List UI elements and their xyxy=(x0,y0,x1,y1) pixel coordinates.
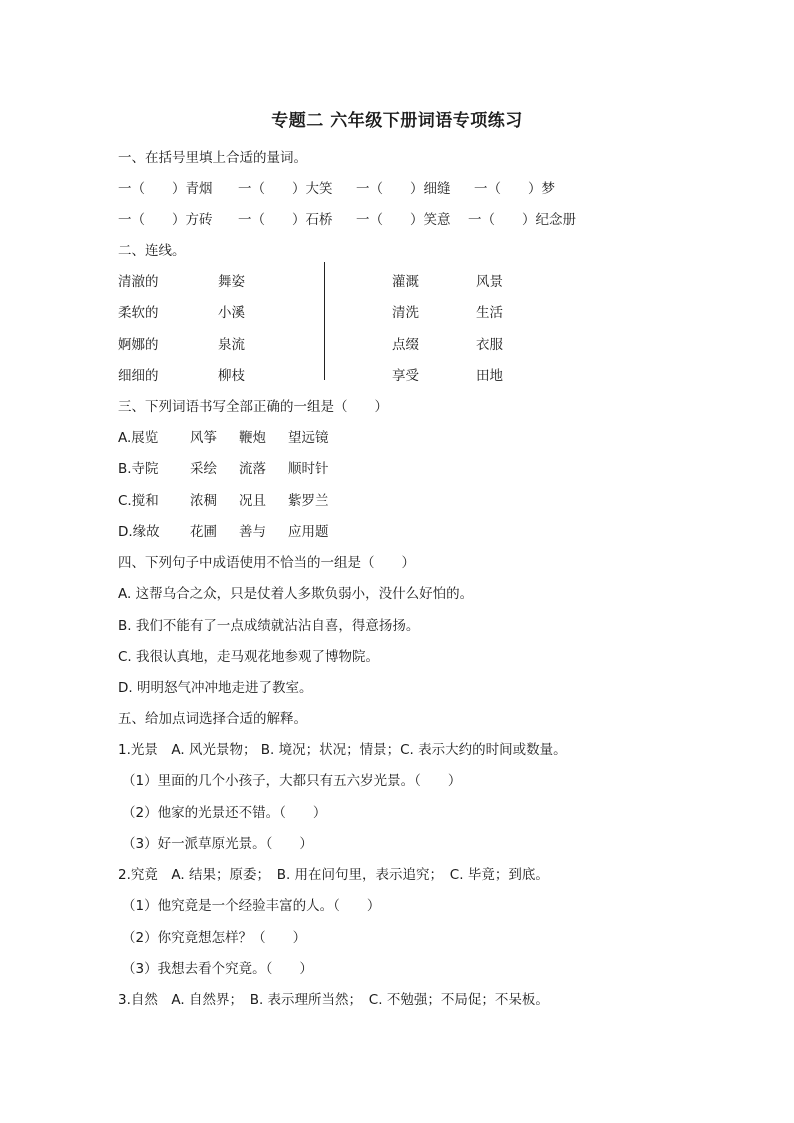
sentence-option: C. 我很认真地，走马观花地参观了博物院。 xyxy=(118,649,380,665)
blank-item: 一（ ）笑意 xyxy=(356,212,451,228)
blank-item: 一（ ）石桥 xyxy=(238,212,333,228)
blank-item: 一（ ）细缝 xyxy=(356,181,451,197)
question-item: （2）他家的光景还不错。（ ） xyxy=(122,805,327,821)
sentence-option: D. 明明怒气冲冲地走进了教室。 xyxy=(118,680,313,696)
page-title: 专题二 六年级下册词语专项练习 xyxy=(271,111,523,131)
option-label: C.搅和 xyxy=(118,493,159,509)
blank-item: 一（ ）梦 xyxy=(474,181,555,197)
option-word: 紫罗兰 xyxy=(288,493,329,509)
option-label: B.寺院 xyxy=(118,461,159,477)
question-item: （1）他究竟是一个经验丰富的人。（ ） xyxy=(122,898,381,914)
match-word: 小溪 xyxy=(218,305,245,321)
blank-item: 一（ ）纪念册 xyxy=(468,212,576,228)
divider-line xyxy=(324,262,325,380)
section3-heading: 三、下列词语书写全部正确的一组是（ ） xyxy=(118,399,388,415)
match-word: 婀娜的 xyxy=(118,337,159,353)
match-word: 风景 xyxy=(476,274,503,290)
option-word: 鞭炮 xyxy=(239,430,266,446)
blank-item: 一（ ）大笑 xyxy=(238,181,333,197)
match-word: 田地 xyxy=(476,368,503,384)
option-word: 采绘 xyxy=(190,461,217,477)
match-word: 点缀 xyxy=(392,337,419,353)
option-word: 善与 xyxy=(239,524,266,540)
section2-heading: 二、连线。 xyxy=(118,243,186,259)
match-word: 清澈的 xyxy=(118,274,159,290)
question-item: （3）我想去看个究竟。（ ） xyxy=(122,961,313,977)
match-word: 舞姿 xyxy=(218,274,245,290)
match-word: 柳枝 xyxy=(218,368,245,384)
match-word: 享受 xyxy=(392,368,419,384)
match-word: 细细的 xyxy=(118,368,159,384)
sentence-option: B. 我们不能有了一点成绩就沾沾自喜，得意扬扬。 xyxy=(118,618,420,634)
section1-heading: 一、在括号里填上合适的量词。 xyxy=(118,150,307,166)
question-1: 1.光景 A. 风光景物； B. 境况；状况；情景；C. 表示大约的时间或数量。 xyxy=(118,742,567,758)
question-item: （1）里面的几个小孩子，大都只有五六岁光景。（ ） xyxy=(122,773,462,789)
match-word: 清洗 xyxy=(392,305,419,321)
option-word: 花圃 xyxy=(190,524,217,540)
section4-heading: 四、下列句子中成语使用不恰当的一组是（ ） xyxy=(118,555,415,571)
option-word: 应用题 xyxy=(288,524,329,540)
question-2: 2.究竟 A. 结果；原委； B. 用在问句里，表示追究； C. 毕竟；到底。 xyxy=(118,867,549,883)
option-word: 风筝 xyxy=(190,430,217,446)
match-word: 生活 xyxy=(476,305,503,321)
option-word: 浓稠 xyxy=(190,493,217,509)
question-3: 3.自然 A. 自然界； B. 表示理所当然； C. 不勉强；不局促；不呆板。 xyxy=(118,992,549,1008)
blank-item: 一（ ）方砖 xyxy=(118,212,213,228)
match-word: 柔软的 xyxy=(118,305,159,321)
option-label: D.缘故 xyxy=(118,524,160,540)
sentence-option: A. 这帮乌合之众，只是仗着人多欺负弱小，没什么好怕的。 xyxy=(118,586,474,602)
question-item: （3）好一派草原光景。（ ） xyxy=(122,836,313,852)
blank-item: 一（ ）青烟 xyxy=(118,181,213,197)
option-word: 况且 xyxy=(239,493,266,509)
match-word: 灌溉 xyxy=(392,274,419,290)
option-word: 顺时针 xyxy=(288,461,329,477)
match-word: 泉流 xyxy=(218,337,245,353)
section5-heading: 五、给加点词选择合适的解释。 xyxy=(118,711,307,727)
option-word: 望远镜 xyxy=(288,430,329,446)
option-label: A.展览 xyxy=(118,430,159,446)
option-word: 流落 xyxy=(239,461,266,477)
match-word: 衣服 xyxy=(476,337,503,353)
question-item: （2）你究竟想怎样？（ ） xyxy=(122,930,307,946)
